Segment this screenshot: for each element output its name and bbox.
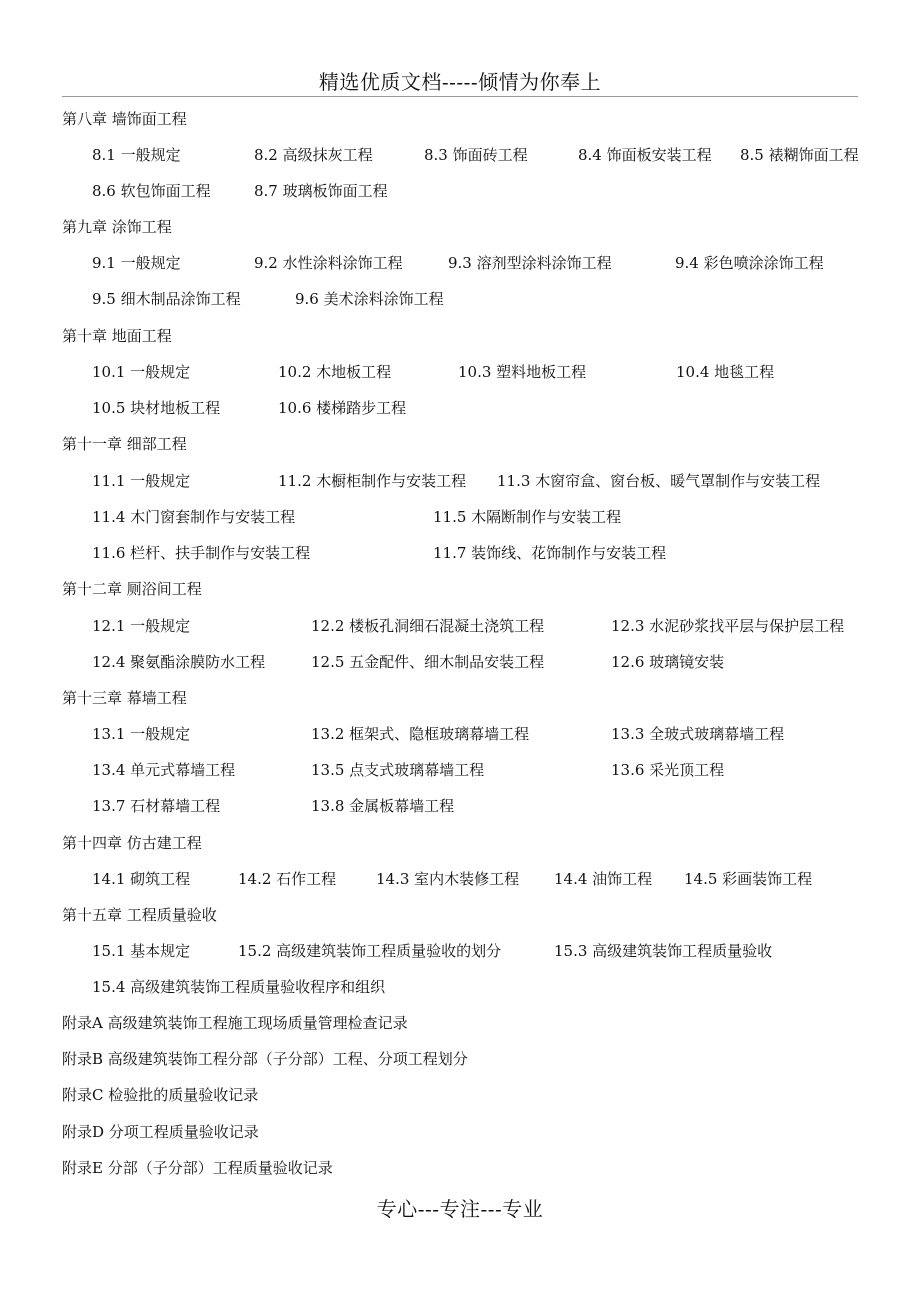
toc-item-13-5: 13.5 点支式玻璃幕墙工程 bbox=[311, 761, 485, 779]
toc-item-10-1: 10.1 一般规定 bbox=[92, 363, 191, 381]
toc-item-9-4: 9.4 彩色喷涂涂饰工程 bbox=[675, 254, 824, 272]
toc-item-8-3: 8.3 饰面砖工程 bbox=[424, 146, 528, 164]
chapter-15-heading: 第十五章 工程质量验收 bbox=[62, 906, 217, 924]
chapter-12-heading: 第十二章 厕浴间工程 bbox=[62, 580, 202, 598]
toc-item-14-3: 14.3 室内木装修工程 bbox=[376, 870, 520, 888]
toc-item-13-7: 13.7 石材幕墙工程 bbox=[92, 797, 221, 815]
chapter-11-heading: 第十一章 细部工程 bbox=[62, 435, 187, 453]
toc-item-12-3: 12.3 水泥砂浆找平层与保护层工程 bbox=[611, 617, 845, 635]
appendix-a: 附录A 高级建筑装饰工程施工现场质量管理检查记录 bbox=[62, 1014, 408, 1032]
toc-item-9-3: 9.3 溶剂型涂料涂饰工程 bbox=[448, 254, 612, 272]
appendix-d: 附录D 分项工程质量验收记录 bbox=[62, 1123, 259, 1141]
toc-item-13-3: 13.3 全玻式玻璃幕墙工程 bbox=[611, 725, 785, 743]
toc-item-8-1: 8.1 一般规定 bbox=[92, 146, 181, 164]
toc-item-12-4: 12.4 聚氨酯涂膜防水工程 bbox=[92, 653, 266, 671]
chapter-9-heading: 第九章 涂饰工程 bbox=[62, 218, 172, 236]
toc-item-14-5: 14.5 彩画装饰工程 bbox=[684, 870, 813, 888]
toc-item-9-6: 9.6 美术涂料涂饰工程 bbox=[295, 290, 444, 308]
toc-item-13-1: 13.1 一般规定 bbox=[92, 725, 191, 743]
toc-item-12-6: 12.6 玻璃镜安装 bbox=[611, 653, 725, 671]
toc-item-11-4: 11.4 木门窗套制作与安装工程 bbox=[92, 508, 296, 526]
toc-item-11-1: 11.1 一般规定 bbox=[92, 472, 191, 490]
toc-item-8-2: 8.2 高级抹灰工程 bbox=[254, 146, 373, 164]
chapter-10-heading: 第十章 地面工程 bbox=[62, 327, 172, 345]
toc-item-12-1: 12.1 一般规定 bbox=[92, 617, 191, 635]
toc-item-15-1: 15.1 基本规定 bbox=[92, 942, 191, 960]
toc-item-14-1: 14.1 砌筑工程 bbox=[92, 870, 191, 888]
toc-item-14-4: 14.4 油饰工程 bbox=[554, 870, 653, 888]
toc-item-12-5: 12.5 五金配件、细木制品安装工程 bbox=[311, 653, 545, 671]
chapter-8-heading: 第八章 墙饰面工程 bbox=[62, 110, 187, 128]
toc-item-11-7: 11.7 装饰线、花饰制作与安装工程 bbox=[433, 544, 667, 562]
toc-item-15-3: 15.3 高级建筑装饰工程质量验收 bbox=[554, 942, 773, 960]
chapter-14-heading: 第十四章 仿古建工程 bbox=[62, 834, 202, 852]
toc-item-11-2: 11.2 木橱柜制作与安装工程 bbox=[278, 472, 467, 490]
toc-item-8-6: 8.6 软包饰面工程 bbox=[92, 182, 211, 200]
toc-item-9-5: 9.5 细木制品涂饰工程 bbox=[92, 290, 241, 308]
header-divider bbox=[62, 96, 858, 97]
appendix-e: 附录E 分部（子分部）工程质量验收记录 bbox=[62, 1159, 333, 1177]
toc-item-13-4: 13.4 单元式幕墙工程 bbox=[92, 761, 236, 779]
toc-item-11-6: 11.6 栏杆、扶手制作与安装工程 bbox=[92, 544, 311, 562]
toc-item-13-6: 13.6 采光顶工程 bbox=[611, 761, 725, 779]
toc-item-8-4: 8.4 饰面板安装工程 bbox=[578, 146, 712, 164]
toc-item-11-5: 11.5 木隔断制作与安装工程 bbox=[433, 508, 622, 526]
appendix-b: 附录B 高级建筑装饰工程分部（子分部）工程、分项工程划分 bbox=[62, 1050, 468, 1068]
page-footer-text: 专心---专注---专业 bbox=[376, 1197, 544, 1221]
toc-item-8-5: 8.5 裱糊饰面工程 bbox=[740, 146, 859, 164]
toc-item-10-2: 10.2 木地板工程 bbox=[278, 363, 392, 381]
page-header-title: 精选优质文档-----倾情为你奉上 bbox=[318, 70, 602, 94]
toc-item-15-2: 15.2 高级建筑装饰工程质量验收的划分 bbox=[238, 942, 502, 960]
toc-item-8-7: 8.7 玻璃板饰面工程 bbox=[254, 182, 388, 200]
toc-item-14-2: 14.2 石作工程 bbox=[238, 870, 337, 888]
toc-item-10-5: 10.5 块材地板工程 bbox=[92, 399, 221, 417]
toc-item-10-4: 10.4 地毯工程 bbox=[676, 363, 775, 381]
toc-item-12-2: 12.2 楼板孔洞细石混凝土浇筑工程 bbox=[311, 617, 545, 635]
chapter-13-heading: 第十三章 幕墙工程 bbox=[62, 689, 187, 707]
toc-item-13-2: 13.2 框架式、隐框玻璃幕墙工程 bbox=[311, 725, 530, 743]
toc-item-9-1: 9.1 一般规定 bbox=[92, 254, 181, 272]
toc-item-11-3: 11.3 木窗帘盒、窗台板、暖气罩制作与安装工程 bbox=[497, 472, 821, 490]
toc-item-13-8: 13.8 金属板幕墙工程 bbox=[311, 797, 455, 815]
toc-item-15-4: 15.4 高级建筑装饰工程质量验收程序和组织 bbox=[92, 978, 386, 996]
toc-item-10-3: 10.3 塑料地板工程 bbox=[458, 363, 587, 381]
appendix-c: 附录C 检验批的质量验收记录 bbox=[62, 1086, 259, 1104]
toc-item-10-6: 10.6 楼梯踏步工程 bbox=[278, 399, 407, 417]
toc-item-9-2: 9.2 水性涂料涂饰工程 bbox=[254, 254, 403, 272]
